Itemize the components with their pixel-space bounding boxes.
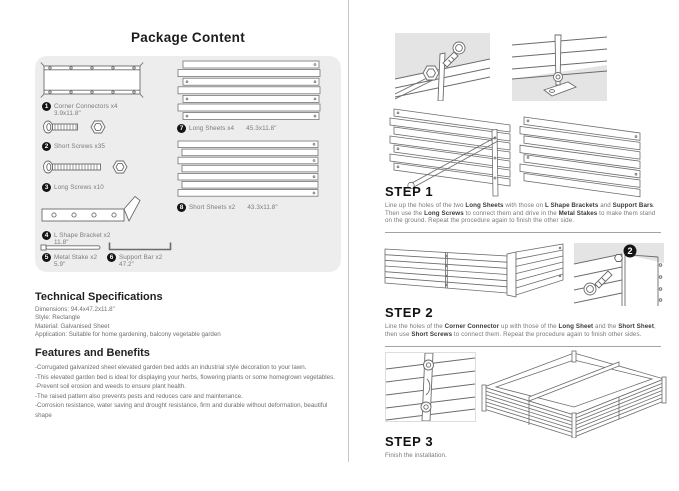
feature-line: -Corrugated galvanized sheet elevated garden bed adds an industrial style decoration to your lawn. xyxy=(35,364,307,371)
features-list xyxy=(35,363,340,420)
step1-detail-screw-diagram xyxy=(395,33,490,101)
item-number-badge: 8 xyxy=(177,203,186,212)
step3-detail-diagram xyxy=(385,352,476,422)
step3-heading: STEP 3 xyxy=(385,434,434,449)
feature-line: -This elevated garden bed is ideal for displaying your herbs, flowering plants or some homegrown vegetables. xyxy=(35,373,335,381)
page-title: Package Content xyxy=(130,30,246,45)
step2-detail-diagram xyxy=(574,243,664,306)
l-shape-bracket-diagram xyxy=(40,195,144,229)
step2-assembly-diagram xyxy=(383,243,565,309)
page-divider xyxy=(348,0,349,462)
package-item-support-bar xyxy=(107,253,162,269)
package-content-panel xyxy=(35,56,341,272)
step1-description: Line up the holes of the two Long Sheets with those on L Shape Brackets and Support Bars. Then use the Long Screws to connect them and drive in the Metal Stakes to make them stand on the ground. Repeat the procedure again to finish the other side. xyxy=(385,202,656,225)
package-item-long-sheets xyxy=(177,124,277,133)
specs-list xyxy=(35,306,335,340)
step2-detail-badge: 2 xyxy=(627,246,633,256)
item-label: L Shape Bracket x2 xyxy=(54,231,111,239)
item-label: Corner Connectors x4 xyxy=(54,102,118,110)
long-screw-diagram xyxy=(40,155,134,179)
item-label: Long Screws x10 xyxy=(54,183,104,191)
step-divider xyxy=(385,232,661,233)
package-item-corner-connectors xyxy=(42,102,118,118)
step1-detail-stake-diagram xyxy=(512,33,607,101)
spec-line: Dimensions: 94.4x47.2x11.8" xyxy=(35,306,115,313)
package-item-long-screws xyxy=(42,183,104,192)
item-size: 11.8" xyxy=(54,239,69,247)
item-size: 45.3x11.8" xyxy=(246,124,277,132)
spec-line: Application: Suitable for home gardening, balcony vegetable garden xyxy=(35,331,221,339)
feature-line: -Prevent soil erosion and weeds to ensure plant health. xyxy=(35,383,186,390)
item-label: Short Sheets x2 xyxy=(189,203,236,211)
corner-connector-diagram xyxy=(40,61,144,99)
item-number-badge: 2 xyxy=(42,142,51,151)
long-sheets-diagram xyxy=(175,60,327,123)
item-size: 5.9" xyxy=(54,261,66,269)
package-item-metal-stake xyxy=(42,253,97,269)
item-label: Metal Stake x2 xyxy=(54,253,98,261)
item-number-badge: 6 xyxy=(107,253,116,262)
item-number-badge: 7 xyxy=(177,124,186,133)
spec-line: Style: Rectangle xyxy=(35,314,81,322)
features-heading: Features and Benefits xyxy=(35,347,150,359)
item-number-badge: 4 xyxy=(42,231,51,240)
item-number-badge: 1 xyxy=(42,102,51,111)
item-number-badge: 5 xyxy=(42,253,51,262)
step2-heading: STEP 2 xyxy=(385,305,434,320)
short-screw-diagram xyxy=(40,116,114,138)
step3-description: Finish the installation. xyxy=(385,452,447,459)
package-item-short-screws xyxy=(42,142,105,151)
item-label: Long Sheets x4 xyxy=(189,124,235,132)
feature-line: -The raised pattern also prevents pests and reduces care and maintenance. xyxy=(35,392,243,400)
step2-description: Line the holes of the Corner Connector up with those of the Long Sheet and the Short Sheet, then use Short Screws to connect them. Repeat the procedure again to finish other sides. xyxy=(385,323,656,338)
item-size: 47.2" xyxy=(119,261,134,269)
item-size: 43.3x11.8" xyxy=(247,203,278,211)
item-label: Short Screws x35 xyxy=(54,142,105,150)
item-size: 3.9x11.8" xyxy=(54,110,81,118)
short-sheets-diagram xyxy=(175,140,327,198)
item-number-badge: 3 xyxy=(42,183,51,192)
package-item-l-shape-bracket xyxy=(42,231,111,247)
feature-line: -Corrosion resistance, water saving and drought resistance, firm and durable without deformation, beautiful shape xyxy=(35,402,328,419)
step3-finished-bed-diagram xyxy=(478,345,670,438)
item-label: Support Bar x2 xyxy=(119,253,163,261)
step1-heading: STEP 1 xyxy=(385,184,434,199)
support-bar-diagram xyxy=(107,241,173,252)
package-item-short-sheets xyxy=(177,203,278,212)
spec-line: Material: Galvanised Sheet xyxy=(35,322,110,330)
specs-heading: Technical Specifications xyxy=(35,291,163,303)
